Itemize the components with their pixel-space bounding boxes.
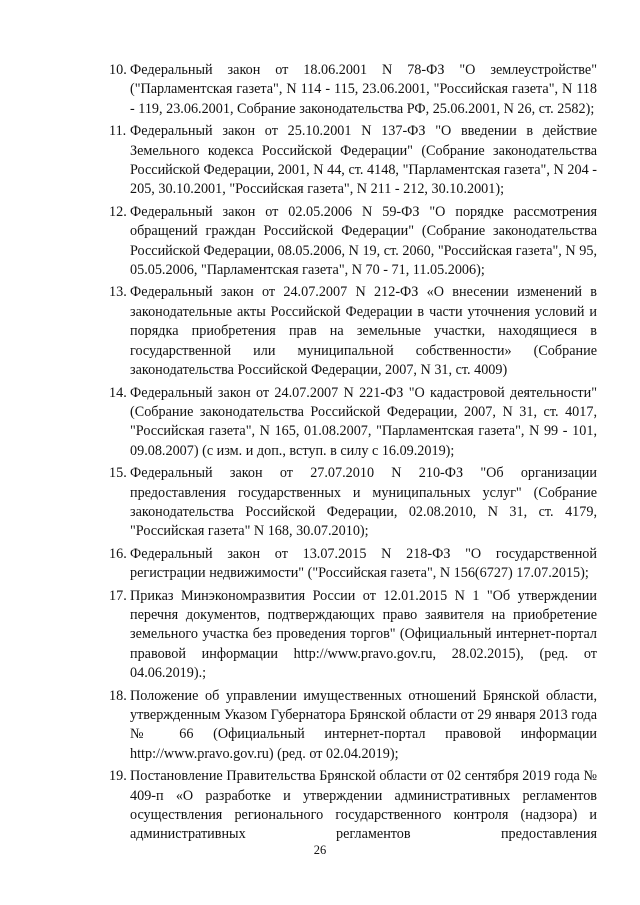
item-text: Федеральный закон от 18.06.2001 N 78-ФЗ "О землеустройстве" ("Парламентская газета", N 114 - 115, 23.06.2001, "Российская газета", N 118 - 119, 23.06.2001, Собрание законодательства РФ, 25.06.2001, N 26, ст. 2582);	[130, 62, 597, 117]
list-item	[109, 767, 597, 845]
item-number: 10.	[109, 62, 127, 78]
item-text: Постановление Правительства Брянской области от 02 сентября 2019 года № 409-п «О разработке и утверждении административных регламентов осуществления регионального государственного контроля (надзора) и административных регламентов предоставления	[130, 768, 597, 843]
list-item	[109, 283, 597, 380]
item-text: Федеральный закон от 25.10.2001 N 137-ФЗ "О введении в действие Земельного кодекса Российской Федерации" (Собрание законодательства Российской Федерации, 2001, N 44, ст. 4148, "Парламентская газета", N 204 - 205, 30.10.2001, "Российская газета", N 211 - 212, 30.10.2001);	[130, 123, 597, 198]
item-text: Федеральный закон от 24.07.2007 N 221-ФЗ "О кадастровой деятельности" (Собрание законодательства Российской Федерации, 2007, N 31, ст. 4017, "Российская газета", N 165, 01.08.2007, "Парламентская газета", N 99 - 101, 09.08.2007) (с изм. и доп., вступ. в силу с 16.09.2019);	[130, 384, 597, 459]
item-number: 11.	[109, 123, 127, 140]
page-number: 26	[313, 843, 327, 857]
list-item	[109, 587, 597, 684]
list-item	[109, 203, 597, 281]
item-text: Положение об управлении имущественных отношений Брянской области, утвержденным Указом Губернатора Брянской области от 29 января 2013 года № 66 (Официальный интернет-портал правовой информации http://www.pravo.gov.ru) (ред. от 02.04.2019);	[130, 687, 597, 762]
legal-acts-list	[109, 61, 597, 848]
item-text: Федеральный закон от 02.05.2006 N 59-ФЗ "О порядке рассмотрения обращений граждан Российской Федерации" (Собрание законодательства Российской Федерации, 08.05.2006, N 19, ст. 2060, "Российская газета", N 95, 05.05.2006, "Парламентская газета", N 70 - 71, 11.05.2006);	[130, 203, 597, 279]
list-item	[109, 61, 597, 119]
item-number: 14.	[109, 384, 127, 401]
item-number: 15.	[109, 465, 127, 482]
list-item	[109, 122, 597, 200]
item-text: Федеральный закон от 13.07.2015 N 218-ФЗ "О государственной регистрации недвижимости" ("Российская газета", N 156(6727) 17.07.2015);	[130, 545, 597, 582]
item-text: Федеральный закон от 27.07.2010 N 210-ФЗ "Об организации предоставления государственных и муниципальных услуг" (Собрание законодательства Российской Федерации, 02.08.2010, N 31, ст. 4179, "Российская газета" N 168, 30.07.2010);	[130, 465, 597, 540]
item-text: Приказ Минэкономразвития России от 12.01.2015 N 1 "Об утверждении перечня документов, подтверждающих право заявителя на приобретение земельного участка без проведения торгов" (Официальный интернет-портал правовой информации http://www.pravo.gov.ru, 28.02.2015), (ред. от 04.06.2019).;	[130, 587, 597, 682]
item-number: 13.	[109, 284, 127, 301]
item-number: 16.	[109, 545, 127, 562]
item-number: 18.	[109, 687, 127, 704]
list-item	[109, 687, 597, 765]
item-text: Федеральный закон от 24.07.2007 N 212-ФЗ «О внесении изменений в законодательные акты Российской Федерации в части уточнения условий и порядка приобретения прав на земельные участки, находящиеся в государственной или муниципальной собственности» (Собрание законодательства Российской Федерации, 2007, N 31, ст. 4009)	[130, 284, 597, 379]
list-item	[109, 545, 597, 584]
list-item	[109, 384, 597, 462]
list-item	[109, 464, 597, 542]
item-number: 12.	[109, 203, 127, 220]
item-number: 19.	[109, 768, 127, 785]
item-number: 17.	[109, 587, 127, 604]
